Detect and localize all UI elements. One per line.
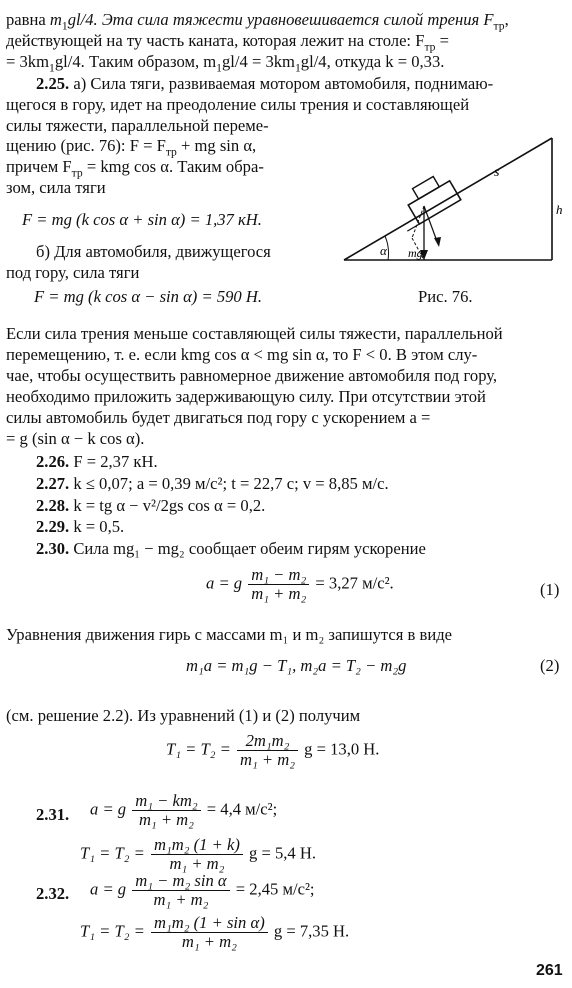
equation-1: a = g $\frac{\text{m₁ − m₂}}{\text{m₁ + m₂}}$ = 3,27 м/с². — [206, 565, 394, 603]
text-line: = g (sin α − k cos α). — [6, 429, 145, 448]
label-alpha: α — [380, 243, 387, 258]
equation-2-32-a: a = g $\frac{\text{m₁ − m₂ sin α}}{\text{m₁ + m₂}}$ = 2,45 м/с²; — [90, 871, 315, 909]
problem-2-30: 2.30. Сила mg₁ − mg₂ сообщает обеим гирям ускорение — [36, 539, 426, 558]
equation-2: m₁a = m₁g − T₁, m₂a = T₂ − m₂g — [186, 656, 407, 675]
text-line: зом, сила тяги — [6, 178, 106, 197]
page-number: 261 — [536, 962, 563, 979]
text-line: (см. решение 2.2). Из уравнений (1) и (2) получим — [6, 706, 361, 725]
problem-2-28: 2.28. k = tg α − v²/2gs cos α = 0,2. — [36, 496, 266, 515]
problem-2-32: 2.32. — [36, 884, 70, 903]
formula-line: F = mg (k cos α − sin α) = 590 Н. — [34, 287, 262, 306]
problem-2-26: 2.26. F = 2,37 кН. — [36, 452, 158, 471]
label-mg: mg — [408, 246, 423, 260]
text-line: силы автомобиль будет двигаться под гору с ускорением a = — [6, 408, 431, 427]
text-line: Если сила трения меньше составляющей силы тяжести, параллельной — [6, 324, 503, 343]
text-line: щегося в гору, идет на преодоление силы трения и составляющей — [6, 95, 470, 114]
equation-tension: T₁ = T₂ = $\frac{\text{2m₁m₂}}{\text{m₁ + m₂}}$ g = 13,0 Н. — [166, 731, 380, 769]
figure-caption: Рис. 76. — [418, 287, 473, 306]
text-line: причем $F_{тр}$ = kmg cos α. Таким обра- — [6, 157, 264, 180]
incline-figure — [336, 134, 562, 268]
text-line: чае, чтобы осуществить равномерное движение автомобиля под гору, — [6, 366, 498, 385]
text-line: под гору, сила тяги — [6, 263, 140, 282]
equation-number: (1) — [540, 580, 560, 599]
equation-2-31-t: T₁ = T₂ = $\frac{\text{m₁m₂ (1 + k)}}{\text{m₁ + m₂}}$ g = 5,4 Н. — [80, 835, 317, 873]
equation-number: (2) — [540, 656, 560, 675]
text-line: б) Для автомобиля, движущегося — [36, 242, 271, 261]
problem-2-27: 2.27. k ≤ 0,07; a = 0,39 м/с²; t = 22,7 с; v = 8,85 м/с. — [36, 474, 389, 493]
problem-2-25: 2.25. а) Сила тяги, развиваемая мотором автомобиля, поднимаю- — [36, 74, 494, 93]
label-s: s — [494, 165, 500, 180]
equation-2-32-t: T₁ = T₂ = $\frac{\text{m₁m₂ (1 + sin α)}}{\text{m₁ + m₂}}$ g = 7,35 Н. — [80, 913, 350, 951]
problem-2-29: 2.29. k = 0,5. — [36, 517, 125, 536]
text-line: Уравнения движения гирь с массами m₁ и m₂ запишутся в виде — [6, 625, 453, 644]
text-line: равна $m_1gl/4$. Эта сила тяжести уравновешивается силой трения $F_{тр}$, — [6, 10, 509, 33]
problem-2-31: 2.31. — [36, 805, 70, 824]
label-h: h — [556, 202, 562, 217]
equation-2-31-a: a = g $\frac{\text{m₁ − km₂}}{\text{m₁ + m₂}}$ = 4,4 м/с²; — [90, 791, 278, 829]
text-line: = $3km_1gl/4$. Таким образом, $m_1gl/4 = 3km_1gl/4$, откуда k = 0,33. — [6, 52, 445, 75]
car-block — [390, 170, 461, 231]
text-line: действующей на ту часть каната, которая лежит на столе: $F_{тр}$ = — [6, 31, 449, 54]
formula-line: F = mg (k cos α + sin α) = 1,37 кН. — [22, 210, 262, 229]
incline-slope — [344, 138, 552, 260]
text-line: перемещению, т. е. если kmg cos α < mg sin α, то F < 0. В этом слу- — [6, 345, 478, 364]
text-line: силы тяжести, параллельной переме- — [6, 116, 269, 135]
text-line: щению (рис. 76): $F = F_{тр}$ + mg sin α, — [6, 136, 257, 159]
text-line: необходимо приложить задерживающую силу. При отсутствии этой — [6, 387, 486, 406]
